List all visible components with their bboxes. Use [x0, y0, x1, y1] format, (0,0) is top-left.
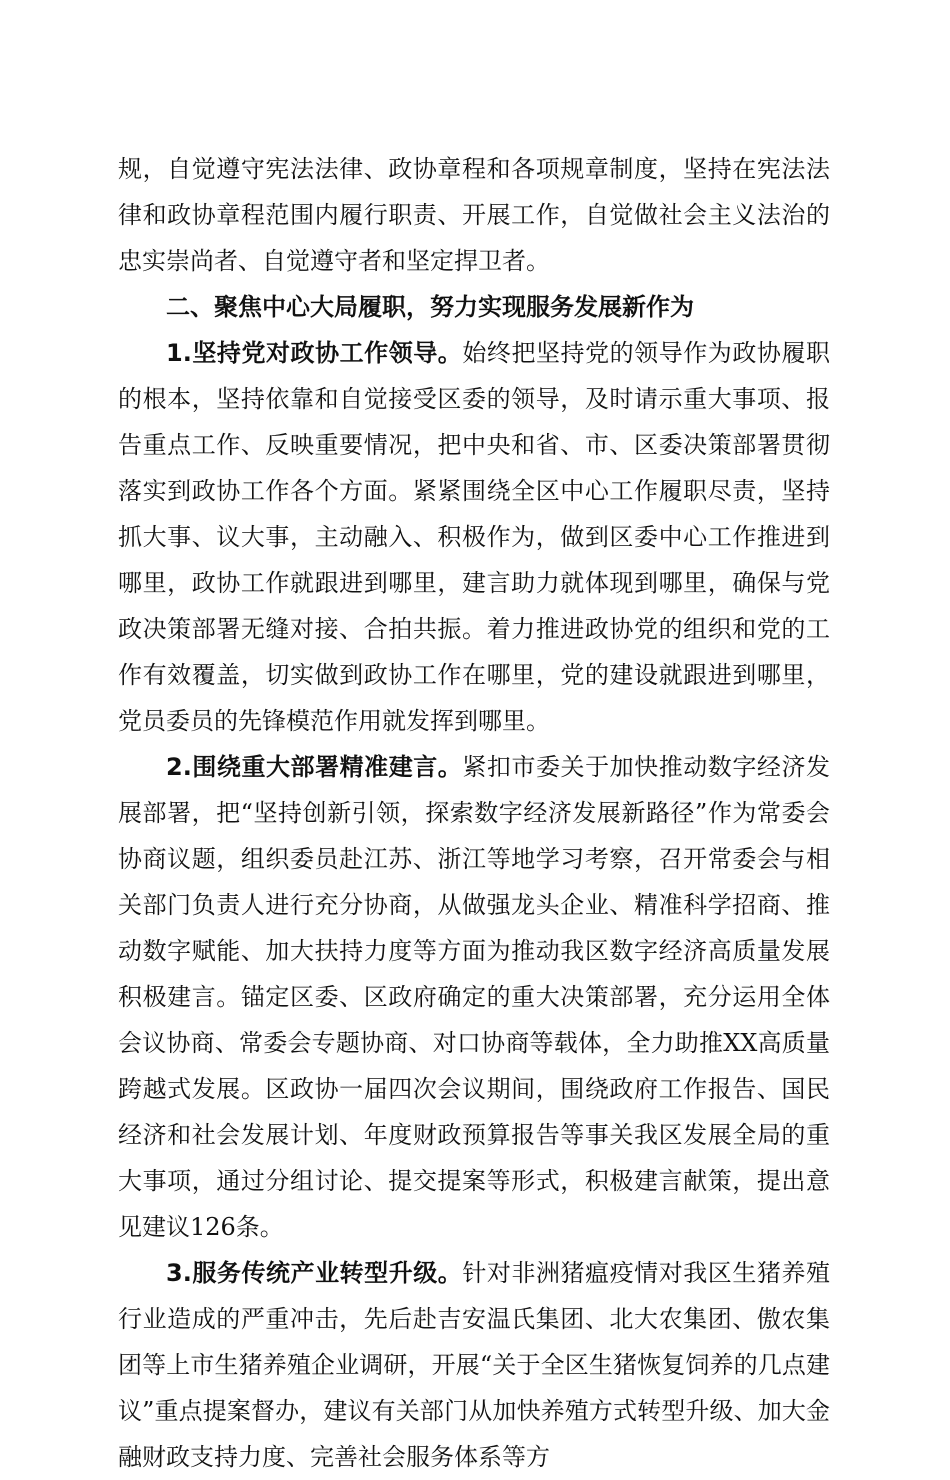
- section-heading: 二、聚焦中心大局履职，努力实现服务发展新作为: [166, 293, 694, 321]
- item-body-2: 紧扣市委关于加快推动数字经济发展部署，把“坚持创新引领，探索数字经济发展新路径”作为常委会协商议题，组织委员赴江苏、浙江等地学习考察，召开常委会与相关部门负责人进行充分协商，从做强龙头企业、精准科学招商、推动数字赋能、加大扶持力度等方面为推动我区数字经济高质量发展积极建言。锚定区委、区政府确定的重大决策部署，充分运用全体会议协商、常委会专题协商、对口协商等载体，全力助推XX高质量跨越式发展。区政协一届四次会议期间，围绕政府工作报告、国民经济和社会发展计划、年度财政预算报告等事关我区发展全局的重大事项，通过分组讨论、提交提案等形式，积极建言献策，提出意见建议126条。: [118, 753, 830, 1241]
- item-lead-3: 3.服务传统产业转型升级。: [166, 1259, 463, 1287]
- item-lead-2: 2.围绕重大部署精准建言。: [166, 753, 463, 781]
- item-body-1: 始终把坚持党的领导作为政协履职的根本，坚持依靠和自觉接受区委的领导，及时请示重大事项、报告重点工作、反映重要情况，把中央和省、市、区委决策部署贯彻落实到政协工作各个方面。紧紧围绕全区中心工作履职尽责，坚持抓大事、议大事，主动融入、积极作为，做到区委中心工作推进到哪里，政协工作就跟进到哪里，建言助力就体现到哪里，确保与党政决策部署无缝对接、合拍共振。着力推进政协党的组织和党的工作有效覆盖，切实做到政协工作在哪里，党的建设就跟进到哪里，党员委员的先锋模范作用就发挥到哪里。: [118, 339, 830, 735]
- continuation-paragraph: 规，自觉遵守宪法法律、政协章程和各项规章制度，坚持在宪法法律和政协章程范围内履行职责、开展工作，自觉做社会主义法治的忠实崇尚者、自觉遵守者和坚定捍卫者。: [118, 155, 830, 275]
- item-paragraph-1: [118, 330, 830, 744]
- item-body-3: 针对非洲猪瘟疫情对我区生猪养殖行业造成的严重冲击，先后赴吉安温氏集团、北大农集团、傲农集团等上市生猪养殖企业调研，开展“关于全区生猪恢复饲养的几点建议”重点提案督办，建议有关部门从加快养殖方式转型升级、加大金融财政支持力度、完善社会服务体系等方: [118, 1259, 830, 1471]
- item-paragraph-2: [118, 744, 830, 1250]
- item-paragraph-3: [118, 1250, 830, 1480]
- item-lead-1: 1.坚持党对政协工作领导。: [166, 339, 463, 367]
- document-page: [118, 146, 830, 1480]
